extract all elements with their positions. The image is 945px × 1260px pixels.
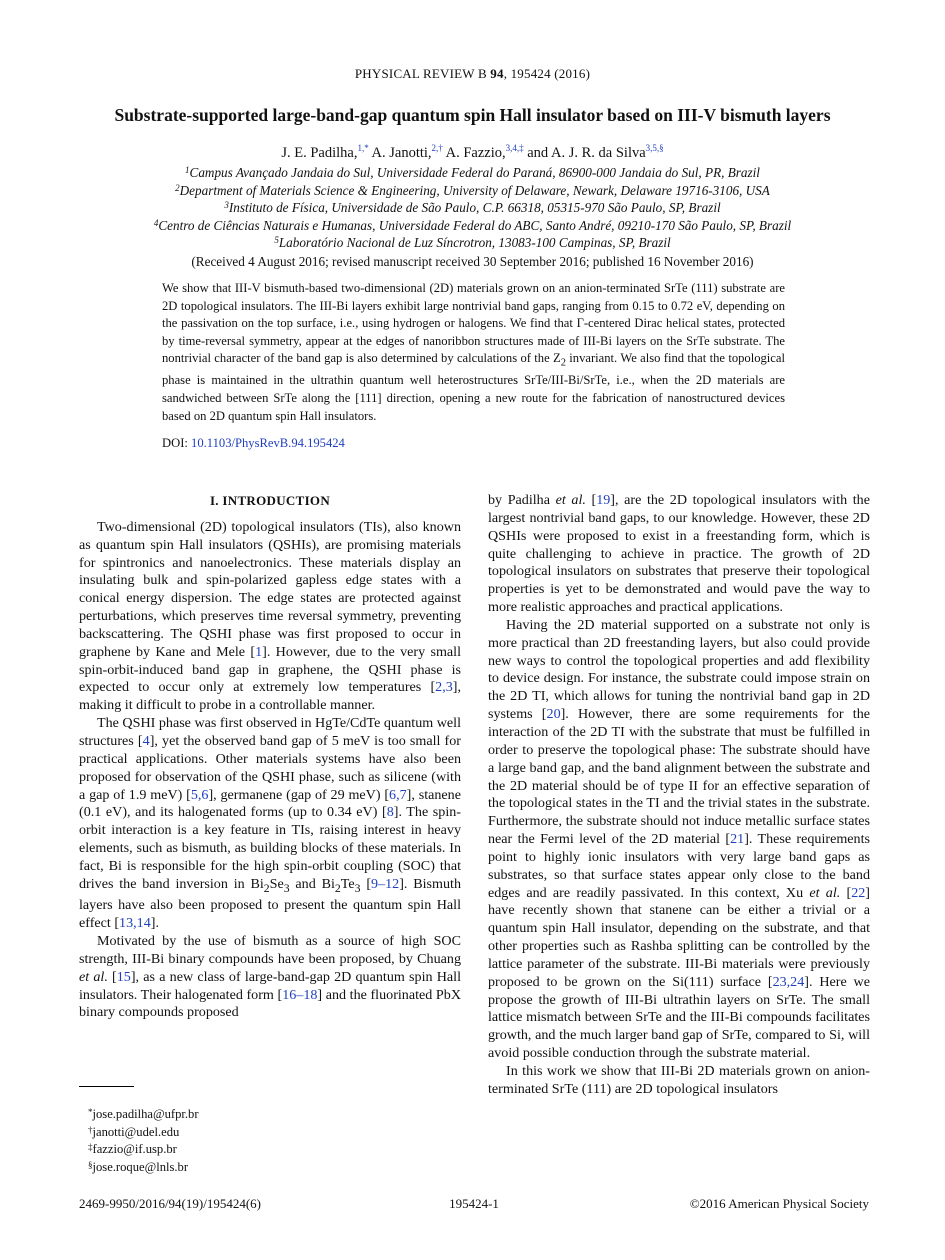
section-heading: I. INTRODUCTION	[209, 493, 331, 508]
author-name: and A. J. R. da Silva	[523, 145, 646, 161]
journal-name: PHYSICAL REVIEW B	[354, 66, 487, 81]
right-column	[488, 492, 870, 1099]
footnote-email: *jose.padilha@ufpr.br	[88, 1107, 199, 1121]
left-column	[79, 492, 461, 1022]
affiliation: $^3$Instituto de Física, Universidade de São Paulo, C.P. 66318, 05315-970 São Paulo, SP, Brazil	[224, 200, 721, 216]
author-name: J. E. Padilha,	[281, 145, 358, 161]
footnote-email: ‡fazzio@if.usp.br	[88, 1142, 177, 1157]
paragraph: by Padilha et al. [19], are the 2D topological insulators with the largest nontrivial band gaps, to our knowledge. However, these 2D QSHIs were proposed to exist in a freestanding form, which is quite challenging to achieve in practice. The growth of 2D topological insulators on substrates that preserve their topological properties is yet to be demonstrated and would pave the way to more realistic approaches and practical applications.	[488, 492, 870, 616]
citation-link[interactable]: 6,7	[389, 786, 407, 803]
citation-link[interactable]: 19	[596, 492, 611, 508]
author-affil-marker[interactable]: 2,†	[431, 143, 443, 153]
paragraph: The QSHI phase was first observed in HgTe/CdTe quantum well structures [4], yet the observed band gap of 5 meV is too small for practical applications. Other materials systems have also been proposed for observation of the QSHI phase, such as silicene (with a gap of 1.9 meV) [5,6], germanene (gap of 29 meV) [6,7], stanene (0.1 eV), and its halogenated forms (up to 0.34 eV) [8]. The spin-orbit interaction is a key feature in TIs, raising interest in heavy elements, such as bismuth, as building blocks of these materials. In fact, Bi is responsible for the high spin-orbit coupling (SOC) that drives the band inversion in $Bi_2Se_3$ and $Bi_2Te_3$ [9–12]. Bismuth layers have also been proposed to present the quantum spin Hall effect [13,14].	[79, 715, 462, 932]
journal-volume: 94	[490, 66, 504, 81]
doi-link[interactable]: 10.1103/PhysRevB.94.195424	[191, 436, 345, 450]
paragraph: Motivated by the use of bismuth as a source of high SOC strength, III-Bi binary compounds have been proposed, by Chuang et al. [15], as a new class of large-band-gap 2D quantum spin Hall insulators. Their halogenated form [16–18] and the fluorinated PbX binary compounds proposed	[79, 933, 461, 1021]
footnote-email: †janotti@udel.edu	[88, 1124, 180, 1139]
abstract: We show that III-V bismuth-based two-dimensional (2D) materials grown on an anion-terminated SrTe (111) substrate are 2D topological insulators. The III-Bi layers exhibit large nontrivial band gaps, ranging from 0.15 to 0.72 eV, depending on the passivation on the top surface, i.e., using hydrogen or halogens. We find that Γ-centered Dirac helical states, protected by time-reversal symmetry, appear at the edges of nanoribbon structures made of III-Bi layers on the SrTe substrate. The nontrivial character of the band gap is also determined by calculations of the $Z_2$ invariant. We also find that the topological phase is maintained in the ultrathin quantum well heterostructures SrTe/III-Bi/SrTe, i.e., when the 2D materials are sandwiched between SrTe along the [111] direction, opening a new route for the fabrication of nanostructured devices based on 2D quantum spin Hall insulators.	[162, 281, 785, 423]
author-name: A. Fazzio,	[442, 145, 506, 161]
journal-citation: , 195424 (2016)	[503, 66, 591, 81]
citation-link[interactable]: 2,3	[435, 679, 453, 696]
paragraph: Two-dimensional (2D) topological insulators (TIs), also known as quantum spin Hall insulators (QSHIs), are promising materials for spintronics and nanoelectronics. These materials display an insulating bulk and spin-polarized gapless edge states with a conical energy dispersion. The edge states are protected against perturbations, which preserves time reversal symmetry, preventing backscattering. The QSHI phase was first proposed to occur in graphene by Kane and Mele [1]. However, due to the very small spin-orbit-induced band gap in graphene, the QSHI phase is expected to occur only at extremely low temperatures [2,3], making it difficult to probe in a controllable manner.	[79, 518, 461, 714]
citation-link[interactable]: 4	[142, 732, 150, 749]
affiliation: $^5$Laboratório Nacional de Luz Síncrotron, 13083-100 Campinas, SP, Brazil	[274, 235, 671, 251]
citation-link[interactable]: 8	[386, 804, 394, 821]
page-number: 195424-1	[449, 1196, 499, 1211]
doi-line: DOI: 10.1103/PhysRevB.94.195424	[162, 436, 345, 450]
citation-link[interactable]: 22	[851, 884, 866, 901]
copyright: ©2016 American Physical Society	[689, 1196, 869, 1211]
paper-title: Substrate-supported large-band-gap quantum spin Hall insulator based on III-V bismuth layers	[114, 105, 831, 125]
paragraph: Having the 2D material supported on a substrate not only is more practical than 2D freestanding layers, but also could provide new ways to control the topological properties and add flexibility to device design. For instance, the substrate could impose strain on the 2D TI, which allows for tuning the nontrivial band gap in 2D systems [20]. However, there are some requirements for the interaction of the 2D TI with the substrate that must be fulfilled in order to preserve the topological phase: The substrate should have a large band gap, and the band alignment between the substrate and the 2D material should be of type II for an effective separation of the topological states in the TI and the trivial states in the substrate. Furthermore, the substrate should not induce metallic surface states near the Fermi level of the 2D material [21]. These requirements point to highly ionic insulators with very large band gaps as substrates, so that surface states appear only close to the band edges and are readily passivated. In this context, Xu et al. [22] have recently shown that stanene can be either a trivial or a quantum spin Hall insulator, depending on the substrate, and that other properties such as Rashba splitting can be controlled by the lattice parameter of the substrate. III-Bi materials were previously proposed to be grown on the Si(111) surface [23,24]. Here we propose the growth of III-Bi ultrathin layers on SrTe. The small lattice mismatch between SrTe and the III-Bi compounds facilitates growth, and the much larger band gap of SrTe, compared to Si, will avoid possible conduction through the substrate material.	[488, 616, 871, 1062]
citation-link[interactable]: 23,24	[772, 973, 805, 990]
affiliation: $^4$Centro de Ciências Naturais e Humanas, Universidade Federal do ABC, Santo André, 09210-170 São Paulo, SP, Brazil	[153, 217, 792, 233]
citation-link[interactable]: 13,14	[119, 915, 151, 932]
citation-link[interactable]: 16–18	[282, 986, 318, 1003]
affiliation: $^2$Department of Materials Science & Engineering, University of Delaware, Newark, Delaware 19716-3106, USA	[175, 182, 770, 198]
citation-link[interactable]: 1	[255, 643, 263, 660]
journal-header	[0, 66, 945, 82]
author-name: A. Janotti,	[368, 145, 432, 161]
author-affil-marker[interactable]: 3,4,‡	[505, 143, 524, 153]
received-dates: (Received 4 August 2016; revised manuscript received 30 September 2016; published 16 November 2016)	[191, 254, 754, 269]
citation-link[interactable]: 15	[116, 968, 131, 985]
citation-link[interactable]: 5,6	[190, 786, 209, 803]
author-list	[0, 145, 945, 162]
footnote-divider	[79, 1086, 134, 1087]
footnote-email: §jose.roque@lnls.br	[88, 1159, 189, 1174]
citation-link[interactable]: 20	[546, 706, 561, 723]
footer-issn: 2469-9950/2016/94(19)/195424(6)	[79, 1196, 261, 1211]
citation-link[interactable]: 9–12	[371, 875, 400, 892]
citation-link[interactable]: 21	[730, 831, 745, 848]
author-affil-marker[interactable]: 3,5,§	[645, 143, 664, 153]
affiliation-list	[0, 164, 945, 252]
affiliation: $^1$Campus Avançado Jandaia do Sul, Universidade Federal do Paraná, 86900-000 Jandaia do Sul, PR, Brazil	[185, 165, 760, 180]
author-affil-marker[interactable]: 1,*	[357, 143, 369, 153]
footnotes	[88, 1106, 199, 1176]
paragraph: In this work we show that III-Bi 2D materials grown on anion-terminated SrTe (111) are 2D topological insulators	[488, 1063, 870, 1097]
